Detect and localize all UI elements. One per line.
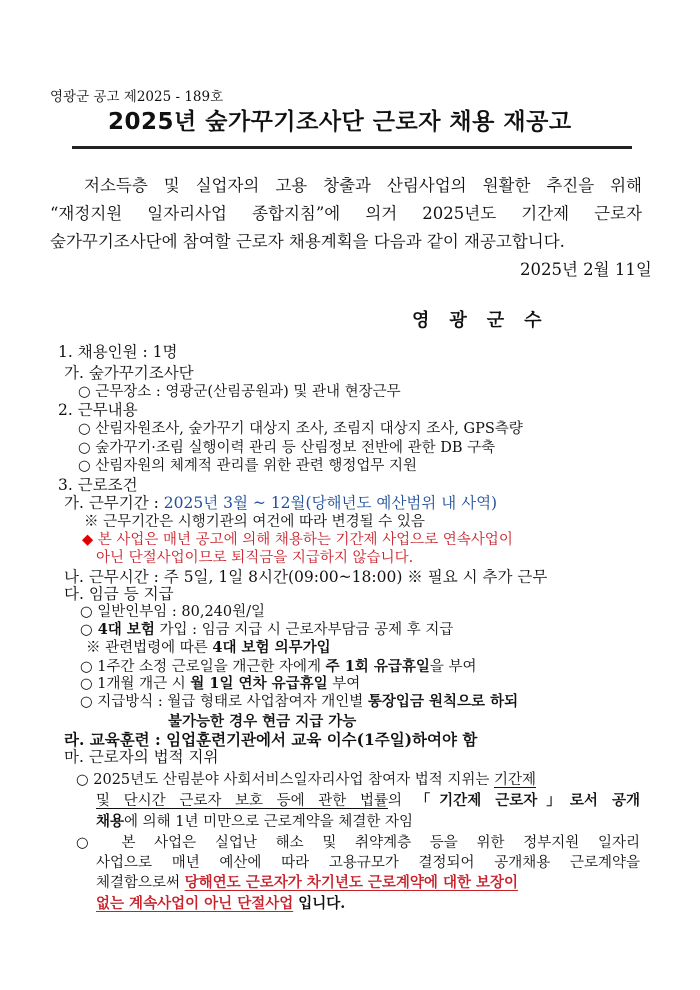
work-period-label: 가. 근무기간 : xyxy=(64,494,164,512)
section-2-item: ○ 산림자원조사, 숲가꾸기 대상지 조사, 조림지 대상지 조사, GPS측량 xyxy=(78,421,523,437)
legal-status-2-cont2 xyxy=(96,874,518,892)
text-bold: 월 1일 연차 유급휴일 xyxy=(190,675,328,692)
payment-method-cont: 불가능한 경우 현금 지급 가능 xyxy=(168,713,357,730)
intro-line-3: 숲가꾸기조사단에 참여할 근로자 채용계획을 다음과 같이 재공고합니다. xyxy=(50,232,565,251)
text: ○ 1주간 소정 근로일을 개근한 자에게 xyxy=(80,659,326,675)
section-2-heading: 2. 근무내용 xyxy=(58,401,138,419)
legal-status-1-cont xyxy=(96,792,640,810)
insurance-note-bold: 4대 보험 의무가입 xyxy=(212,639,331,656)
legal-status-2-cont3 xyxy=(96,895,345,913)
severance-warning-cont: 아닌 단절사업이므로 퇴직금을 지급하지 않습니다. xyxy=(96,550,414,566)
text: ○ 1개월 개근 시 xyxy=(80,676,191,692)
legal-status-heading: 마. 근로자의 법적 지위 xyxy=(64,748,219,766)
training: 라. 교육훈련 : 임업훈련기관에서 교육 이수(1주일)하여야 함 xyxy=(64,730,478,749)
severance-warning xyxy=(82,531,513,549)
text: 부여 xyxy=(327,676,361,692)
insurance xyxy=(80,621,453,639)
intro-line-2: “재정지원 일자리사업 종합지침”에 의거 2025년도 기간제 근로자 xyxy=(50,204,642,223)
text-bold: 「기간제 근로자」로서 공개 xyxy=(415,792,640,809)
text: 을 부여 xyxy=(429,659,477,675)
text-bold: 주 1회 유급휴일 xyxy=(325,658,430,675)
law-name: 및 단시간 근로자 보호 등에 관한 법률 xyxy=(96,793,388,809)
section-1-heading: 1. 채용인원 : 1명 xyxy=(58,343,178,361)
legal-status-1-cont2 xyxy=(96,813,413,831)
section-2-item: ○ 산림자원의 체계적 관리를 위한 관련 행정업무 지원 xyxy=(78,458,418,474)
insurance-label: ○ 4대 보험 xyxy=(80,621,155,638)
warning-text: 본 사업은 매년 공고에 의해 채용하는 기간제 사업으로 연속사업이 xyxy=(97,532,513,548)
notice-date: 2025년 2월 11일 xyxy=(520,260,652,279)
text-bold: 채용 xyxy=(96,813,125,830)
discontinuous-warning: 없는 계속사업이 아닌 단절사업 xyxy=(96,895,294,912)
work-period-note: ※ 근무기간은 시행기관의 여건에 따라 변경될 수 있음 xyxy=(84,514,425,530)
section-2-item: ○ 숲가꾸기·조림 실행이력 관리 등 산림정보 전반에 관한 DB 구축 xyxy=(78,440,496,456)
text-bold: 통장입금 원칙으로 하되 xyxy=(367,693,519,710)
weekly-holiday xyxy=(80,658,477,676)
law-name: 기간제 xyxy=(493,772,537,788)
daily-wage: ○ 일반인부임 : 80,240원/일 xyxy=(80,604,266,620)
section-1-item: ○ 근무장소 : 영광군(산림공원과) 및 관내 현장근무 xyxy=(78,384,401,400)
legal-status-2-cont: 사업으로 매년 예산에 따라 고용규모가 결정되어 공개채용 근로계약을 xyxy=(96,855,640,871)
work-period xyxy=(64,494,497,512)
text: ○ 지급방식 : 월급 형태로 사업참여자 개인별 xyxy=(80,694,368,710)
monthly-leave xyxy=(80,675,360,693)
work-period-value: 2025년 3월 ~ 12월(당해년도 예산범위 내 사역) xyxy=(163,494,498,512)
text: 에 의해 1년 미만으로 근로계약을 체결한 자임 xyxy=(124,814,414,830)
title-divider xyxy=(72,146,632,149)
text: 체결함으로써 xyxy=(96,875,185,891)
intro-text: 저소득층 및 실업자의 고용 창출과 산림사업의 원활한 추진을 위해 xyxy=(84,176,642,195)
insurance-note-text: ※ 관련법령에 따른 xyxy=(86,640,213,656)
notice-number: 영광군 공고 제2025 - 189호 xyxy=(50,89,224,105)
document-title: 2025년 숲가꾸기조사단 근로자 채용 재공고 xyxy=(108,109,572,135)
section-3-heading: 3. 근로조건 xyxy=(58,476,138,494)
discontinuous-warning: 당해연도 근로자가 차기년도 근로계약에 대한 보장이 xyxy=(184,874,519,891)
diamond-icon: ◆ xyxy=(82,532,94,548)
legal-status-1 xyxy=(76,771,536,789)
work-hours: 나. 근무시간 : 주 5일, 1일 8시간(09:00~18:00) ※ 필요 시 추가 근무 xyxy=(64,568,548,586)
insurance-text: 가입 : 임금 지급 시 근로자부담금 공제 후 지급 xyxy=(154,622,454,638)
insurance-note xyxy=(86,639,331,657)
text: 의 xyxy=(387,793,416,809)
text: ○ 2025년도 산림분야 사회서비스일자리사업 참여자 법적 지위는 xyxy=(76,772,494,788)
wage-heading: 다. 임금 등 지급 xyxy=(64,585,174,603)
intro-line-1 xyxy=(72,176,642,196)
payment-method xyxy=(80,693,518,711)
signer: 영광군수 xyxy=(412,310,562,331)
section-1-sub: 가. 숲가꾸기조사단 xyxy=(64,364,194,382)
text: 입니다. xyxy=(293,895,346,912)
legal-status-2: ○ 본 사업은 실업난 해소 및 취약계층 등을 위한 정부지원 일자리 xyxy=(76,835,640,851)
